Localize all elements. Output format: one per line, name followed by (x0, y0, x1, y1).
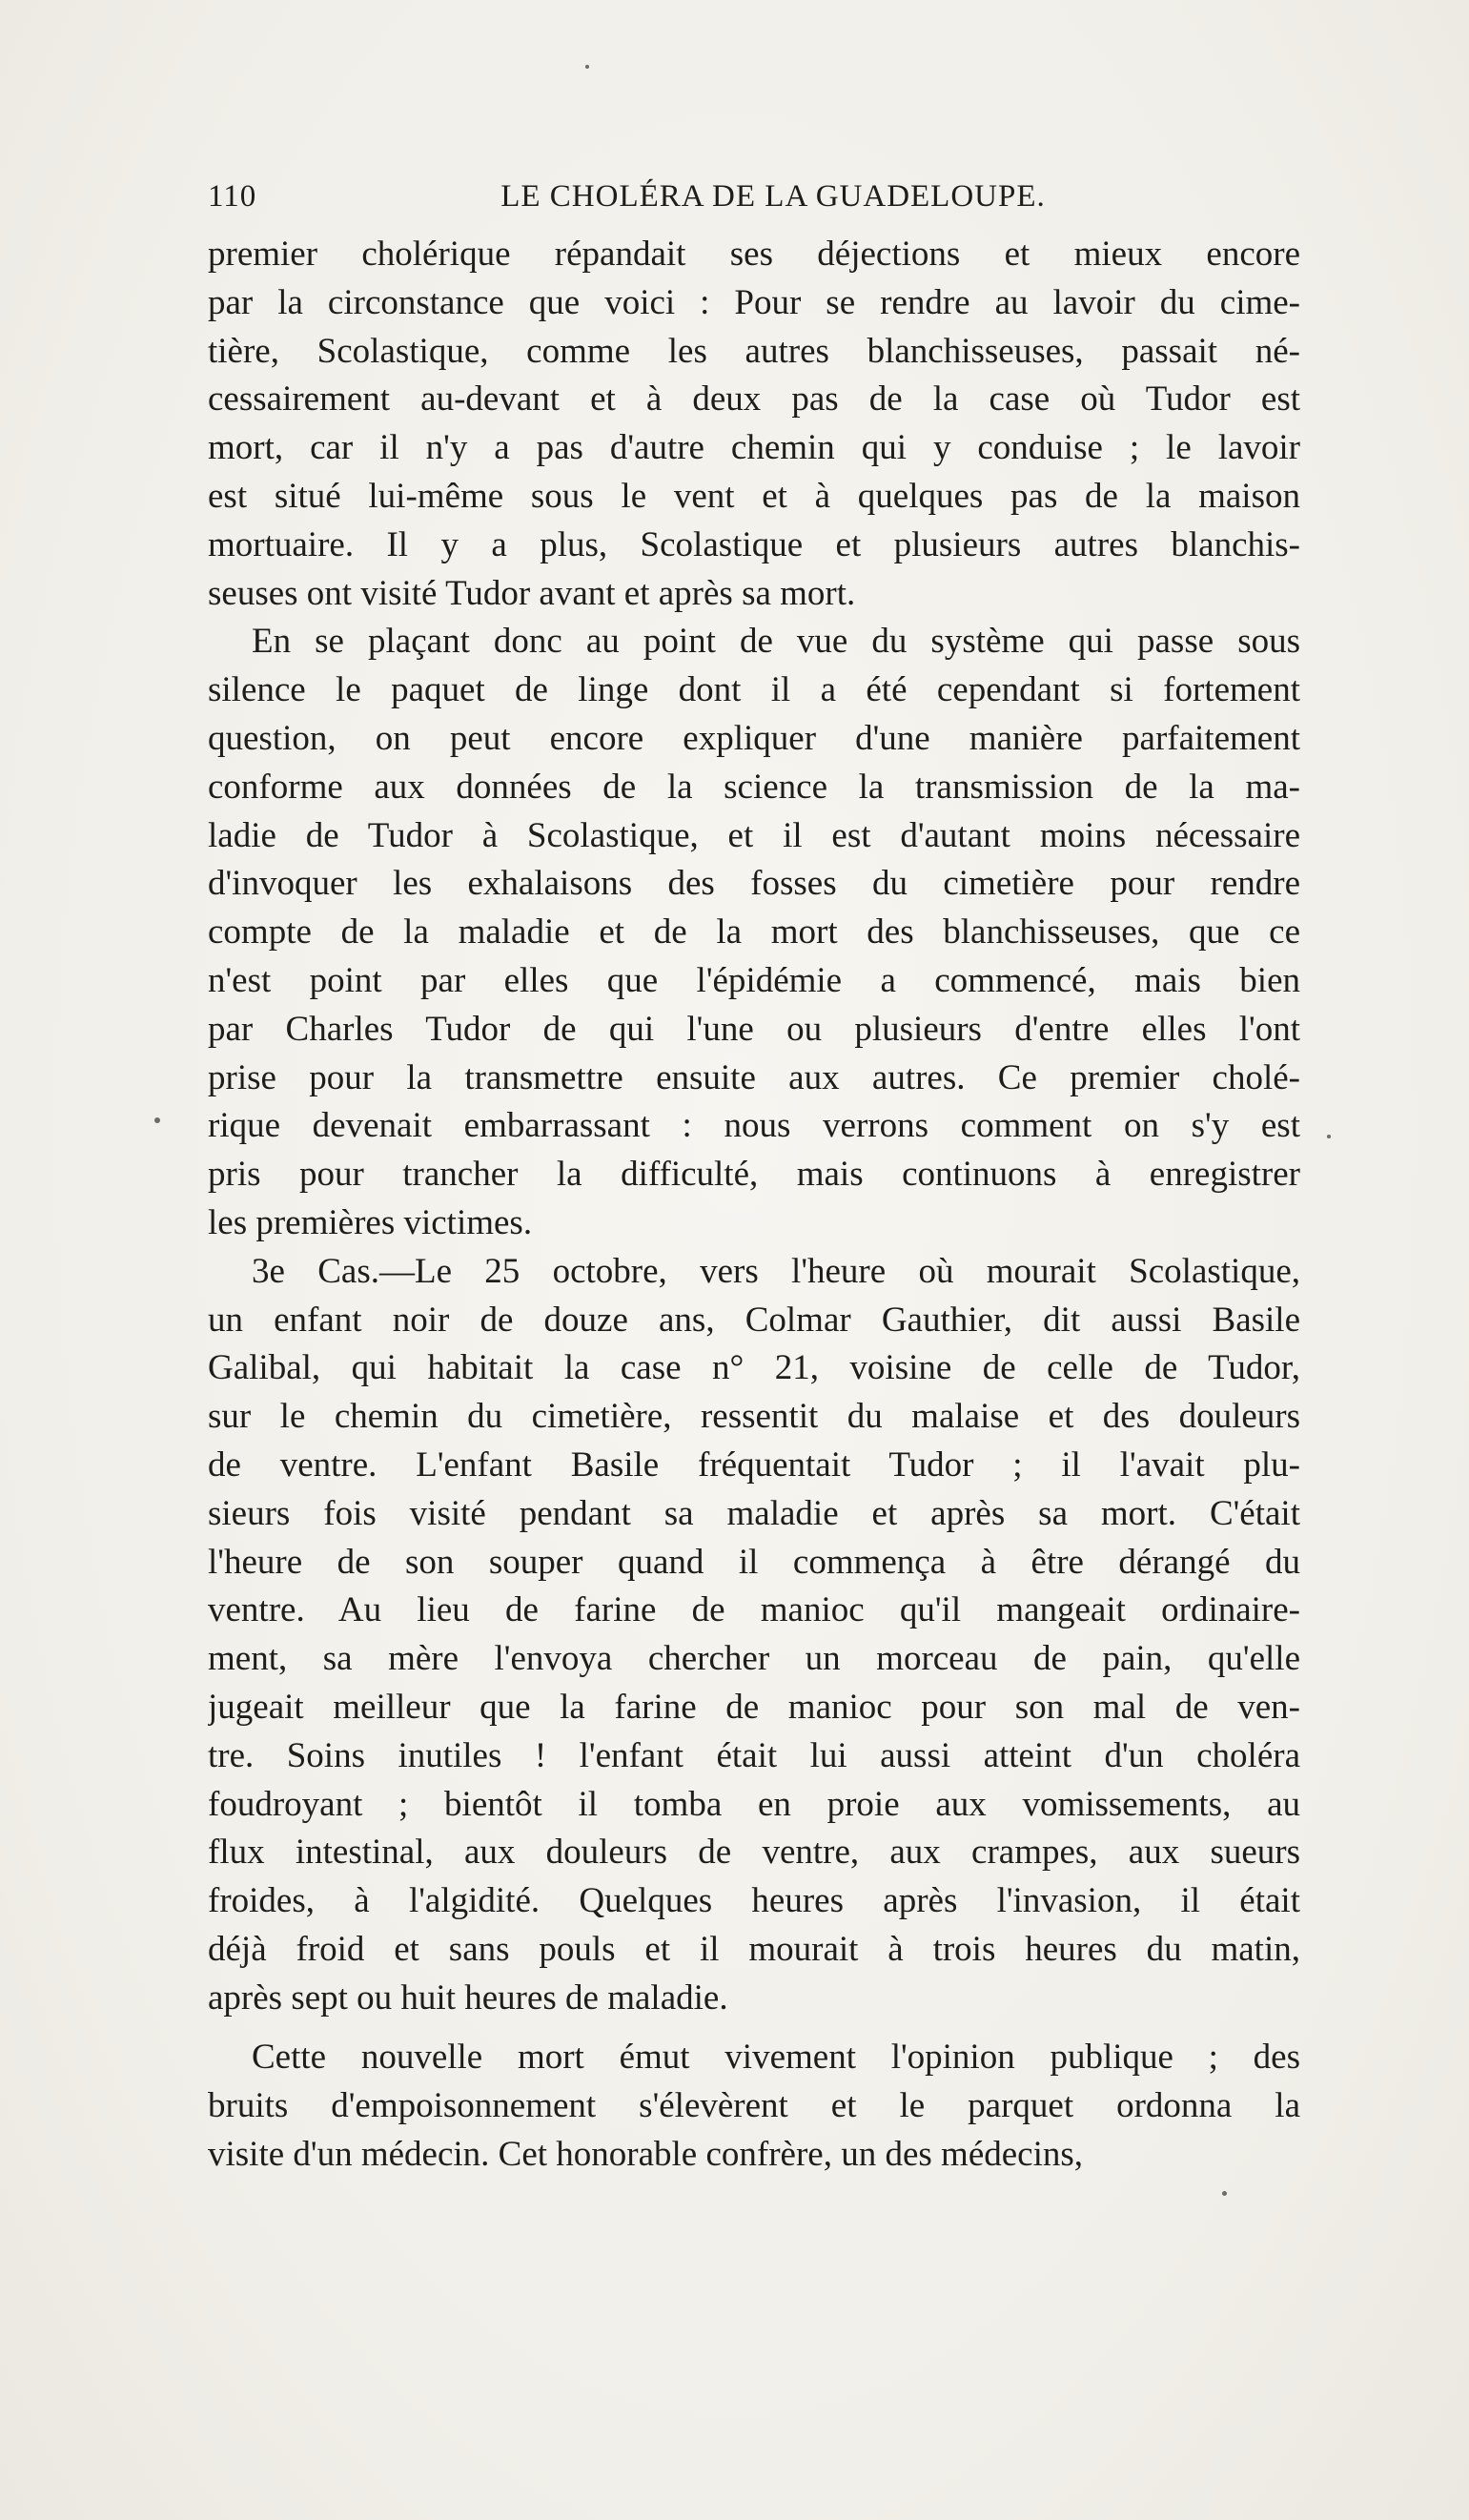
text-line: mortuaire. Il y a plus, Scolastique et plusieurs autres blanchis- (208, 524, 1300, 564)
text-line: prise pour la transmettre ensuite aux autres. Ce premier cholé- (208, 1057, 1300, 1097)
paragraph (208, 1248, 1300, 2023)
text-line: jugeait meilleur que la farine de manioc pour son mal de ven- (208, 1687, 1300, 1727)
text-line: par Charles Tudor de qui l'une ou plusieurs d'entre elles l'ont (208, 1009, 1300, 1049)
text-line: premier cholérique répandait ses déjections et mieux encore (208, 235, 1300, 274)
text-line: sur le chemin du cimetière, ressentit du malaise et des douleurs (208, 1397, 1300, 1437)
text-line: les premières victimes. (208, 1202, 533, 1242)
text-line: après sept ou huit heures de maladie. (208, 1977, 728, 2018)
paragraph (208, 618, 1300, 1247)
paragraph (208, 231, 1300, 618)
text-line: froides, à l'algidité. Quelques heures après l'invasion, il était (208, 1881, 1300, 1921)
text-line: compte de la maladie et de la mort des blanchisseuses, que ce (208, 912, 1300, 953)
text-line: par la circonstance que voici : Pour se rendre au lavoir du cime- (208, 282, 1300, 322)
paper-speck (585, 65, 589, 69)
text-line: sieurs fois visité pendant sa maladie et après sa mort. C'était (208, 1493, 1300, 1533)
text-line: question, on peut encore expliquer d'une manière parfaitement (208, 718, 1300, 758)
text-line: visite d'un médecin. Cet honorable confrère, un des médecins, (208, 2135, 1084, 2175)
page-number: 110 (208, 179, 257, 214)
text-line: En se plaçant donc au point de vue du système qui passe sous (252, 622, 1300, 662)
text-line: un enfant noir de douze ans, Colmar Gauthier, dit aussi Basile (208, 1300, 1300, 1340)
text-line: déjà froid et sans pouls et il mourait à trois heures du matin, (208, 1929, 1300, 1969)
running-title: LE CHOLÉRA DE LA GUADELOUPE. (500, 179, 1046, 214)
paragraph (208, 2022, 1300, 2179)
text-line: mort, car il n'y a pas d'autre chemin qui y conduise ; le lavoir (208, 428, 1300, 468)
text-line: silence le paquet de linge dont il a été cependant si fortement (208, 670, 1300, 710)
text-line: tre. Soins inutiles ! l'enfant était lui aussi atteint d'un choléra (208, 1735, 1300, 1775)
text-line: est situé lui-même sous le vent et à quelques pas de la maison (208, 476, 1300, 516)
text-line: pris pour trancher la difficulté, mais continuons à enregistrer (208, 1155, 1300, 1195)
text-line: 3e Cas.—Le 25 octobre, vers l'heure où mourait Scolastique, (252, 1251, 1300, 1291)
paragraph-gap (208, 2022, 1300, 2034)
text-line: ventre. Au lieu de farine de manioc qu'il mangeait ordinaire- (208, 1590, 1300, 1630)
text-line: ment, sa mère l'envoya chercher un morceau de pain, qu'elle (208, 1639, 1300, 1679)
text-line: de ventre. L'enfant Basile fréquentait Tudor ; il l'avait plu- (208, 1444, 1300, 1485)
text-line: conforme aux données de la science la transmission de la ma- (208, 767, 1300, 807)
text-line: Cette nouvelle mort émut vivement l'opinion publique ; des (252, 2038, 1300, 2078)
text-line: d'invoquer les exhalaisons des fosses du cimetière pour rendre (208, 864, 1300, 904)
paper-speck (1222, 2191, 1227, 2196)
text-line: flux intestinal, aux douleurs de ventre, aux crampes, aux sueurs (208, 1833, 1300, 1873)
text-line: foudroyant ; bientôt il tomba en proie aux vomissements, au (208, 1784, 1300, 1824)
page-header (208, 179, 1281, 227)
text-line: cessairement au-devant et à deux pas de la case où Tudor est (208, 379, 1300, 420)
text-line: bruits d'empoisonnement s'élevèrent et le parquet ordonna la (208, 2086, 1300, 2126)
text-line: l'heure de son souper quand il commença à être dérangé du (208, 1542, 1300, 1582)
text-line: rique devenait embarrassant : nous verrons comment on s'y est (208, 1106, 1300, 1146)
body-text (208, 231, 1300, 2180)
text-line: tière, Scolastique, comme les autres blanchisseuses, passait né- (208, 331, 1300, 371)
text-line: ladie de Tudor à Scolastique, et il est d'autant moins nécessaire (208, 815, 1300, 855)
text-line: Galibal, qui habitait la case n° 21, voisine de celle de Tudor, (208, 1348, 1300, 1388)
text-line: n'est point par elles que l'épidémie a commencé, mais bien (208, 960, 1300, 1000)
text-line: seuses ont visité Tudor avant et après sa mort. (208, 573, 856, 613)
paper-speck (154, 1117, 160, 1123)
paper-speck (1327, 1135, 1331, 1138)
